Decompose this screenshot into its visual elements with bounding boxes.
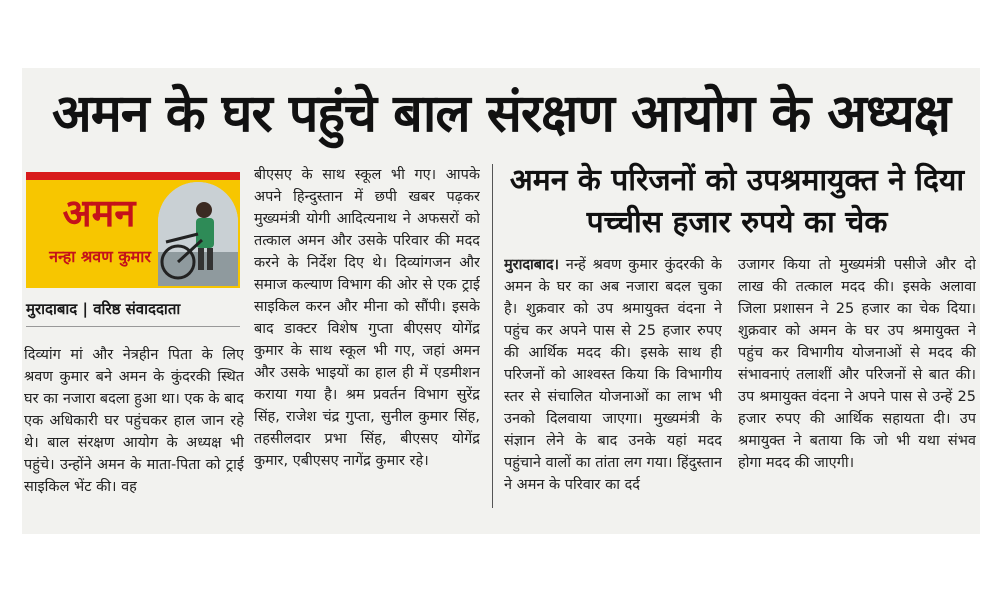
promo-name: अमन [62,191,136,235]
article-column-3 [504,254,722,514]
article-column-2: बीएसए के साथ स्कूल भी गए। आपके अपने हिन्दुस्तान में छपी खबर पढ़कर मुख्यमंत्री योगी आदित्यनाथ ने अफसरों को तत्काल अमन और उसके परिवार की मदद करने के निर्देश दिए थे। दिव्यांगजन और समाज कल्याण विभाग की ओर से एक ट्राई साइकिल करन और मीना को सौंपी। इसके बाद डाक्टर विशेष गुप्ता बीएसए योगेंद्र कुमार के साथ स्कूल भी गए, जहां अमन और उसके भाइयों का हाल ही में एडमीशन कराया गया है। श्रम प्रवर्तन विभाग सुरेंद्र सिंह, राजेश चंद्र गुप्ता, सुनील कुमार सिंह, तहसीलदार प्रभा सिंह, बीएसए योगेंद्र कुमार, एबीएसए नागेंद्र कुमार रहे। [254,167,480,469]
promo-red-bar [26,172,240,180]
article-column-4: उजागर किया तो मुख्यमंत्री पसीजे और दो लाख की तत्काल मदद की। इसके अलावा जिला प्रशासन ने 25 हजार का चेक दिया। शुक्रवार को अमन के घर उप श्रमायुक्त ने पहुंच कर विभागीय योजनाओं से मदद की संभावनाएं तलाशीं और परिजनों से बात की। उप श्रमायुक्त वंदना ने अपने पास से उन्हें 25 हजार रुपए की आर्थिक सहायता दी। उप श्रमायुक्त ने बताया कि जो भी यथा संभव होगा मदद की जाएगी। [738,257,976,471]
byline-author: वरिष्ठ संवाददाता [93,300,181,318]
photo-illustration [158,182,238,286]
secondary-headline: अमन के परिजनों को उपश्रमायुक्त ने दिया पच्चीस हजार रुपये का चेक [509,163,965,240]
byline [26,298,240,320]
main-headline: अमन के घर पहुंचे बाल संरक्षण आयोग के अध्यक्ष [51,84,951,144]
article-column-1: दिव्यांग मां और नेत्रहीन पिता के लिए श्रवण कुमार बने अमन के कुंदरकी स्थित घर का नजारा बदला हुआ था। एक के बाद एक अधिकारी घर पहुंचकर हाल जान रहे थे। बाल संरक्षण आयोग के अध्यक्ष भी पहुंचे। उन्होंने अमन के माता-पिता को ट्राई साइकिल भेंट की। वह [24,347,244,495]
dateline: मुरादाबाद। [504,257,560,273]
byline-divider [26,326,240,327]
promo-subtitle: नन्हा श्रवण कुमार [49,247,151,266]
promo-box [26,172,240,288]
boy-with-tricycle-photo [158,182,238,286]
newspaper-clipping [22,68,980,534]
byline-location: मुरादाबाद [26,300,78,318]
column-divider [492,164,493,508]
column-3-text: नन्हें श्रवण कुमार कुंदरकी के अमन के घर का अब नजारा बदल चुका है। शुक्रवार को उप श्रमायुक्त वंदना ने पहुंच कर अपने पास से 25 हजार रुपए की आर्थिक मदद की। इसके साथ ही परिजनों को आश्वस्त किया कि विभागीय स्तर से संचालित योजनाओं का लाभ भी उनको दिलवाया जाएगा। मुख्यमंत्री के संज्ञान लेने के बाद उनके यहां मदद पहुंचाने वालों का तांता लग गया। हिंदुस्तान ने अमन के परिवार का दर्द [504,257,722,493]
byline-separator: | [82,300,88,318]
